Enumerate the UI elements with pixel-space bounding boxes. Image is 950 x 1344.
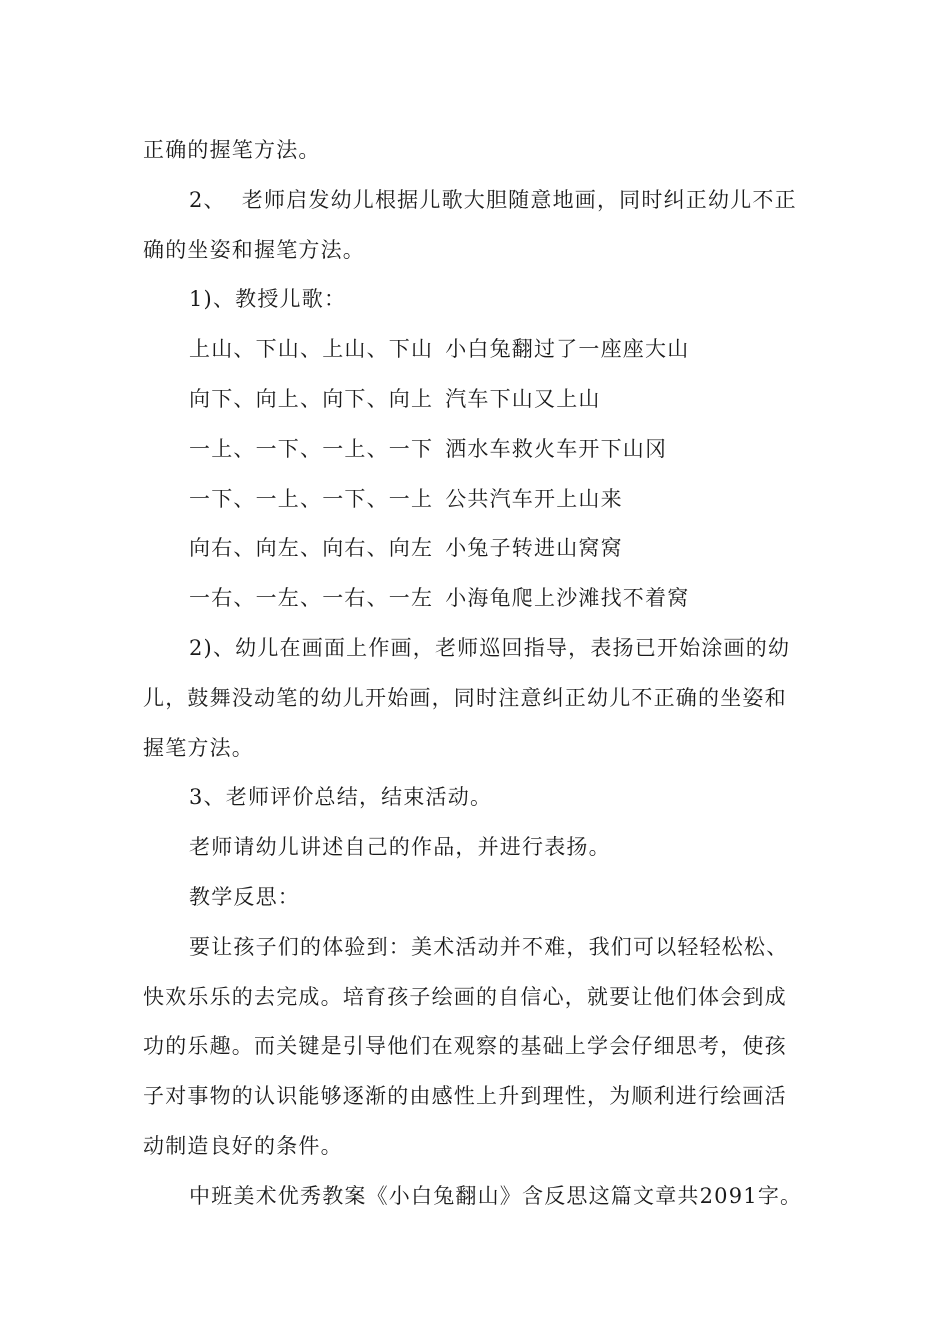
text: 握笔方法。 [143,735,254,760]
paragraph-step-2 [143,176,813,226]
article-footer [143,1172,813,1222]
text: 老师启发幼儿根据儿歌大胆随意地画，同时纠正幼儿不正 [241,187,797,212]
paragraph-step-3 [143,773,813,823]
text: 2)、幼儿在画面上作画，老师巡回指导，表扬已开始涂画的幼 [189,635,791,660]
song-line [143,375,813,425]
song-cue: 上山、下山、上山、下山 [189,337,434,362]
text: 动制造良好的条件。 [143,1133,343,1158]
paragraph-line [143,923,813,973]
song-lyric: 公共汽车开上山来 [445,486,623,511]
song-cue: 向右、向左、向右、向左 [189,536,434,561]
song-line [143,325,813,375]
paragraph-line [143,1022,813,1072]
text: 老师请幼儿讲述自己的作品，并进行表扬。 [189,835,611,860]
text: 子对事物的认识能够逐渐的由感性上升到理性，为顺利进行绘画活 [143,1084,787,1109]
song-line [143,425,813,475]
song-lyric: 洒水车救火车开下山冈 [445,436,668,461]
paragraph-line [143,724,813,774]
paragraph-line [143,1122,813,1172]
paragraph-line [143,1072,813,1122]
text: 确的坐姿和握笔方法。 [143,237,365,262]
section-heading [143,873,813,923]
song-cue: 一上、一下、一上、一下 [189,436,434,461]
paragraph-line [143,126,813,176]
section-heading [143,275,813,325]
song-cue: 向下、向上、向下、向上 [189,386,434,411]
song-line [143,475,813,525]
text: 中班美术优秀教案《小白兔翻山》含反思这篇文章共2091字。 [189,1183,803,1208]
song-cue: 一右、一左、一右、一左 [189,586,434,611]
song-lyric: 小海龟爬上沙滩找不着窝 [445,586,690,611]
text: 快欢乐乐的去完成。培育孩子绘画的自信心，就要让他们体会到成 [143,984,787,1009]
paragraph-line [143,823,813,873]
text: 教学反思： [189,884,300,909]
paragraph-line [143,674,813,724]
paragraph-line [143,226,813,276]
song-lyric: 汽车下山又上山 [445,386,601,411]
document-body [143,126,813,1222]
text: 儿，鼓舞没动笔的幼儿开始画，同时注意纠正幼儿不正确的坐姿和 [143,685,787,710]
song-line [143,524,813,574]
paragraph-line [143,973,813,1023]
text: 1)、教授儿歌： [189,287,347,312]
step-number: 2、 [189,187,226,212]
text: 要让孩子们的体验到：美术活动并不难，我们可以轻轻松松、 [189,934,789,959]
paragraph-line [143,624,813,674]
text: 功的乐趣。而关键是引导他们在观察的基础上学会仔细思考，使孩 [143,1034,787,1059]
song-cue: 一下、一上、一下、一上 [189,486,434,511]
text: 3、老师评价总结，结束活动。 [189,785,493,810]
song-line [143,574,813,624]
song-lyric: 小兔子转进山窝窝 [445,536,623,561]
text: 正确的握笔方法。 [143,138,321,162]
song-lyric: 小白兔翻过了一座座大山 [445,337,690,362]
